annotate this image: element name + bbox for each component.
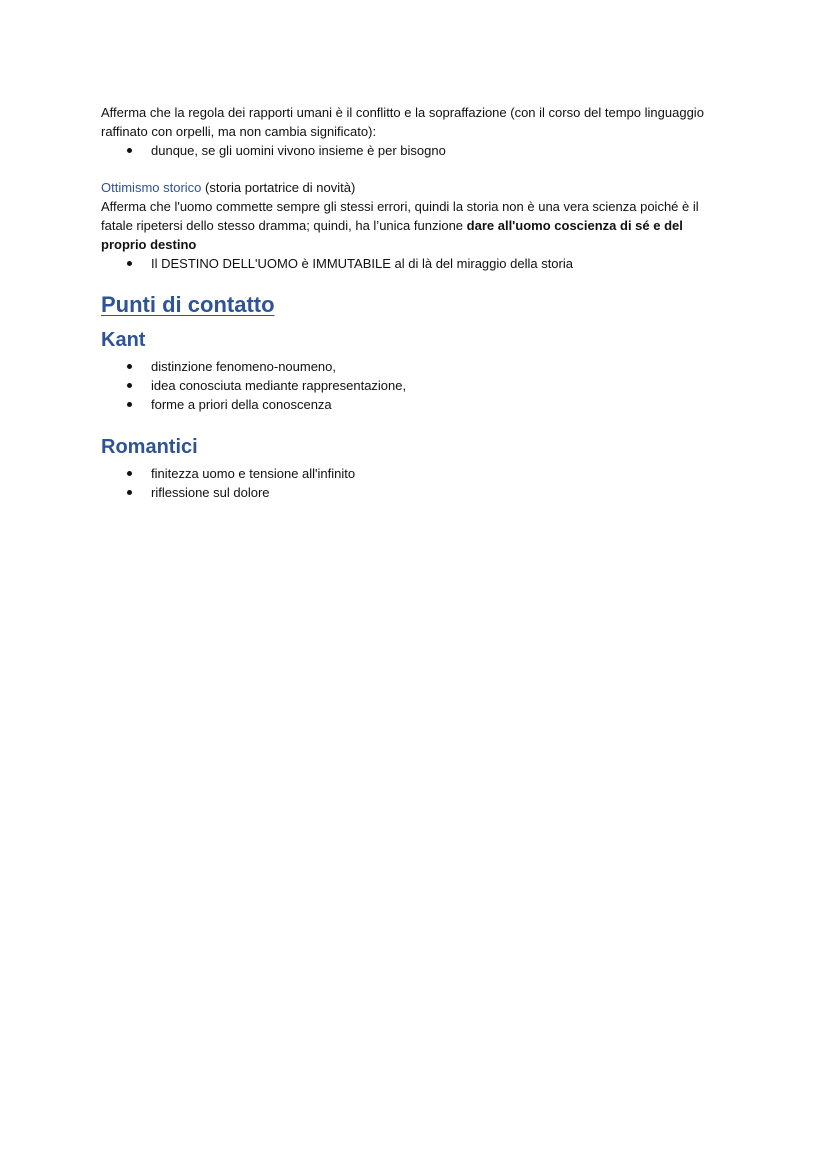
- list-item: distinzione fenomeno-noumeno,: [101, 357, 726, 376]
- ottimismo-paragraph: Afferma che l'uomo commette sempre gli stessi errori, quindi la storia non è una vera scienza poiché è il fatale ripetersi dello stesso dramma; quindi, ha l’unica funzione dare all'uomo coscienza di sé e del proprio destino: [101, 199, 699, 252]
- romantici-bullet-list: [101, 464, 726, 502]
- bullet-icon: [127, 471, 132, 476]
- ottimismo-bullet-list: [101, 254, 726, 273]
- ottimismo-heading: Ottimismo storico: [101, 180, 202, 195]
- list-item: riflessione sul dolore: [101, 483, 726, 502]
- ottimismo-heading-note: (storia portatrice di novità): [201, 180, 356, 195]
- bullet-icon: [127, 261, 132, 266]
- bullet-icon: [127, 148, 132, 153]
- ottimismo-heading-line: [101, 178, 726, 197]
- bullet-icon: [127, 402, 132, 407]
- romantici-heading: Romantici: [101, 436, 198, 458]
- list-item: Il DESTINO DELL'UOMO è IMMUTABILE al di là del miraggio della storia: [101, 254, 726, 273]
- kant-heading: Kant: [101, 329, 146, 351]
- list-item: finitezza uomo e tensione all'infinito: [101, 464, 726, 483]
- list-item: dunque, se gli uomini vivono insieme è per bisogno: [101, 141, 726, 160]
- bullet-icon: [127, 490, 132, 495]
- punti-di-contatto-heading: Punti di contatto: [101, 292, 275, 317]
- list-item: forme a priori della conoscenza: [101, 395, 726, 414]
- document-page: [101, 101, 726, 502]
- conflict-bullet-list: [101, 141, 726, 160]
- bullet-icon: [127, 383, 132, 388]
- conflict-paragraph: Afferma che la regola dei rapporti umani è il conflitto e la sopraffazione (con il corso del tempo linguaggio raffinato con orpelli, ma non cambia significato):: [101, 105, 704, 139]
- ottimismo-bold-text: dare all'uomo coscienza di sé e del proprio destino: [101, 218, 683, 252]
- kant-bullet-list: [101, 357, 726, 414]
- bullet-icon: [127, 364, 132, 369]
- list-item: idea conosciuta mediante rappresentazione,: [101, 376, 726, 395]
